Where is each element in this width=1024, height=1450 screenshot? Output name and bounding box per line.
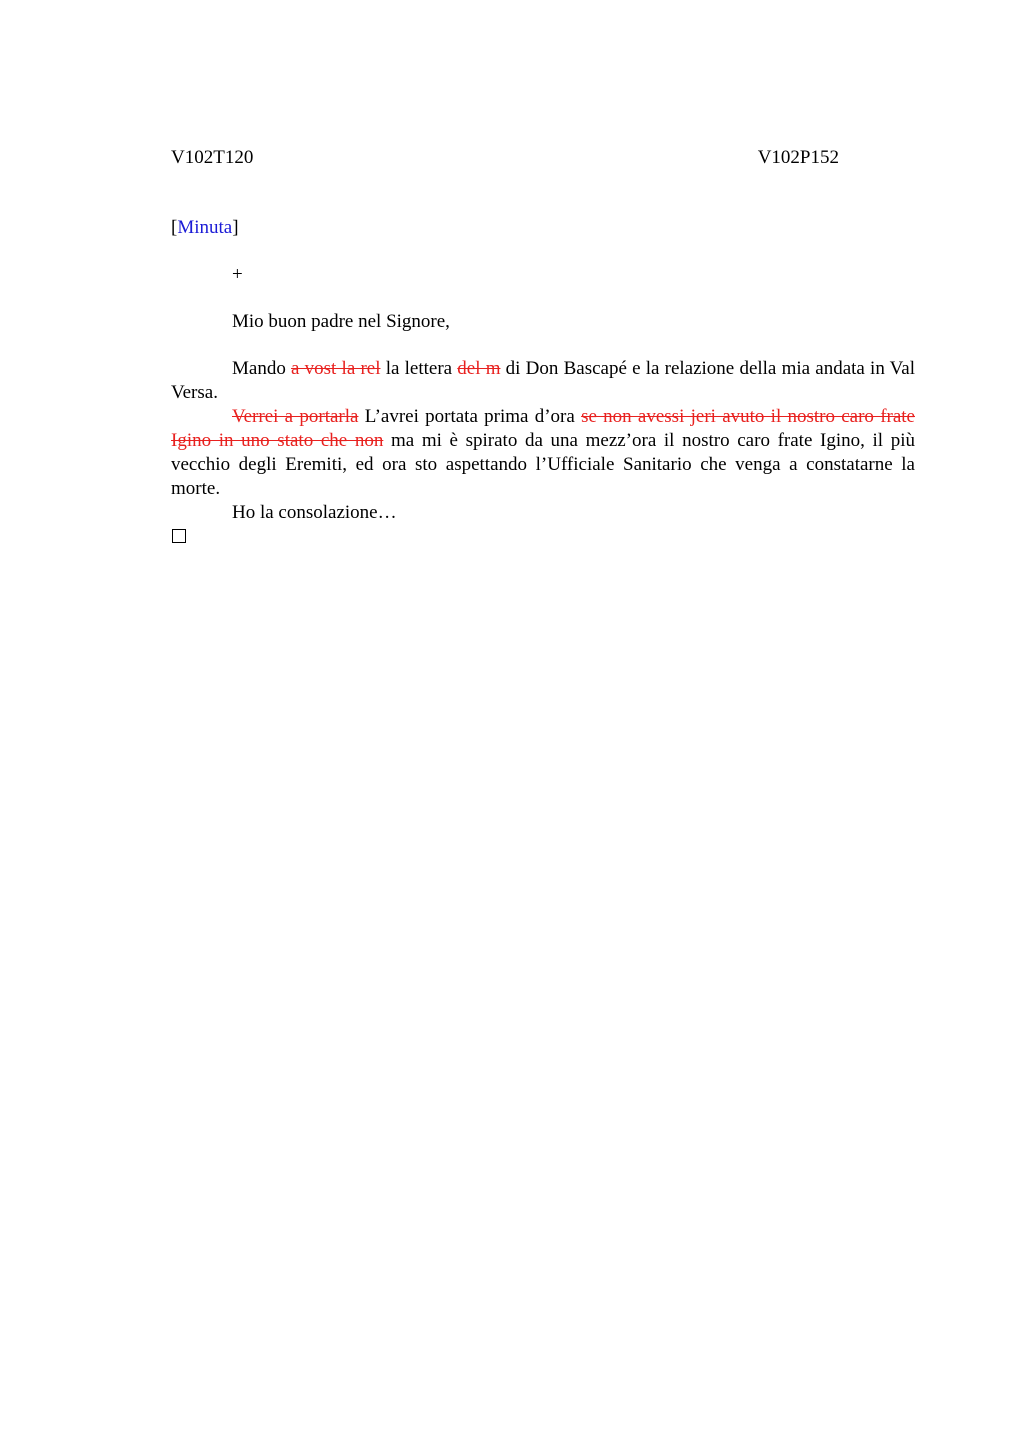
document-code-left: V102T120 — [171, 147, 254, 168]
end-box-icon — [172, 529, 186, 543]
paragraph-2-text-2: ma mi è spirato da una mezz’ora il nostro caro frate Igino, il più vecchio degli Eremiti, ed ora sto aspettando l’Ufficiale Sanitario che venga a constatarne la morte. — [171, 430, 915, 499]
deleted-text: se non avessi jeri avuto il nostro caro frate Igino in uno stato che non — [171, 406, 915, 451]
end-mark-line — [171, 525, 915, 550]
document-type-line — [171, 216, 915, 240]
document-type-label: Minuta — [177, 217, 233, 238]
paragraph-1 — [171, 357, 915, 405]
paragraph-1-text-1: Mando — [232, 358, 292, 379]
document-code-right: V102P152 — [757, 147, 839, 168]
paragraph-1-text-3: di Don Bascapé e la relazione della mia andata in Val Versa. — [171, 358, 915, 403]
deleted-text: Verrei a portarla — [232, 406, 359, 427]
page-header — [171, 146, 839, 170]
close-bracket: ] — [232, 217, 239, 238]
open-bracket: [ — [171, 217, 178, 238]
deleted-text: a vost la rel — [291, 358, 381, 379]
deleted-text: del m — [457, 358, 501, 379]
paragraph-2-text-1: L’avrei portata prima d’ora — [358, 406, 582, 427]
paragraph-1-text-2: la lettera — [380, 358, 458, 379]
cross-symbol: + — [232, 264, 243, 285]
paragraph-3: Ho la consolazione… — [232, 502, 397, 523]
salutation: Mio buon padre nel Signore, — [232, 311, 450, 332]
paragraph-2 — [171, 405, 915, 501]
document-body — [171, 216, 915, 550]
